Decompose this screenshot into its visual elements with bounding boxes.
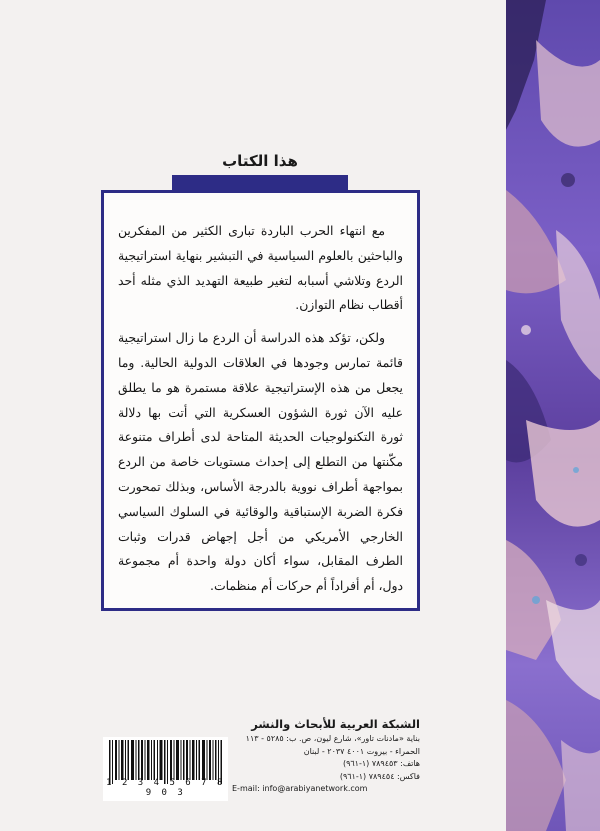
publisher-info	[232, 716, 420, 793]
publisher-address-1: بناية «مادنات تاور»، شارع ليون، ص. ب: ٥٢٨٥ - ١١٣	[245, 734, 420, 743]
publisher-fax: فاكس: ٧٨٩٤٥٤ (١-٩٦١)	[339, 771, 420, 781]
cover-art-strip	[506, 0, 600, 831]
barcode-number: 1 2 3 4 5 6 7 8 9 0 3	[106, 778, 225, 798]
heading-title: هذا الكتاب	[222, 152, 298, 170]
publisher-name: الشبكة العربية للأبحاث والنشر	[251, 717, 420, 731]
publisher-phone: هاتف: ٧٨٩٤٥٣ (١-٩٦١)	[342, 759, 420, 768]
abstract-painting-image	[506, 0, 600, 831]
description-box	[101, 190, 420, 611]
barcode	[103, 737, 228, 801]
publisher-email: E-mail: info@arabiyanetwork.com	[232, 784, 368, 793]
section-heading	[172, 150, 348, 192]
publisher-address-2: الحمراء - بيروت ٤٠٠١ ٢٠٣٧ - لبنان	[303, 746, 420, 756]
description-paragraph-1: مع انتهاء الحرب الباردة تبارى الكثير من المفكرين والباحثين بالعلوم السياسية في التبشير بنهاية استراتيجية الردع وتلاشي أسبابه لتغير طبيعة التهديد الذي مثله أحد أقطاب نظام التوازن.	[118, 223, 403, 313]
description-paragraph-2: ولكن، تؤكد هذه الدراسة أن الردع ما زال استراتيجية قائمة تمارس وجودها في العلاقات الدولية الحالية. وما يجعل من هذه الإستراتيجية علاقة مستمرة هو ما يطلق عليه الآن ثورة الشؤون العسكرية التي أتت بها دلالة ثورة التكنولوجيات الحديثة المتاحة لدى أطراف متنوعة مكّنتها من التطلع إلى إحداث مستويات خاصة من الردع بمواجهة أطراف نووية بالدرجة الأساس، وبذلك تمحورت فكرة الضربة الإستباقية والوقائية في السلوك السياسي الخارجي الأمريكي من أجل إجهاض قدرات وثبات الطرف المقابل، سواء أكان دولة واحدة أم مجموعة دول، أم أفراداً أم حركات أم منظمات.	[118, 330, 403, 594]
